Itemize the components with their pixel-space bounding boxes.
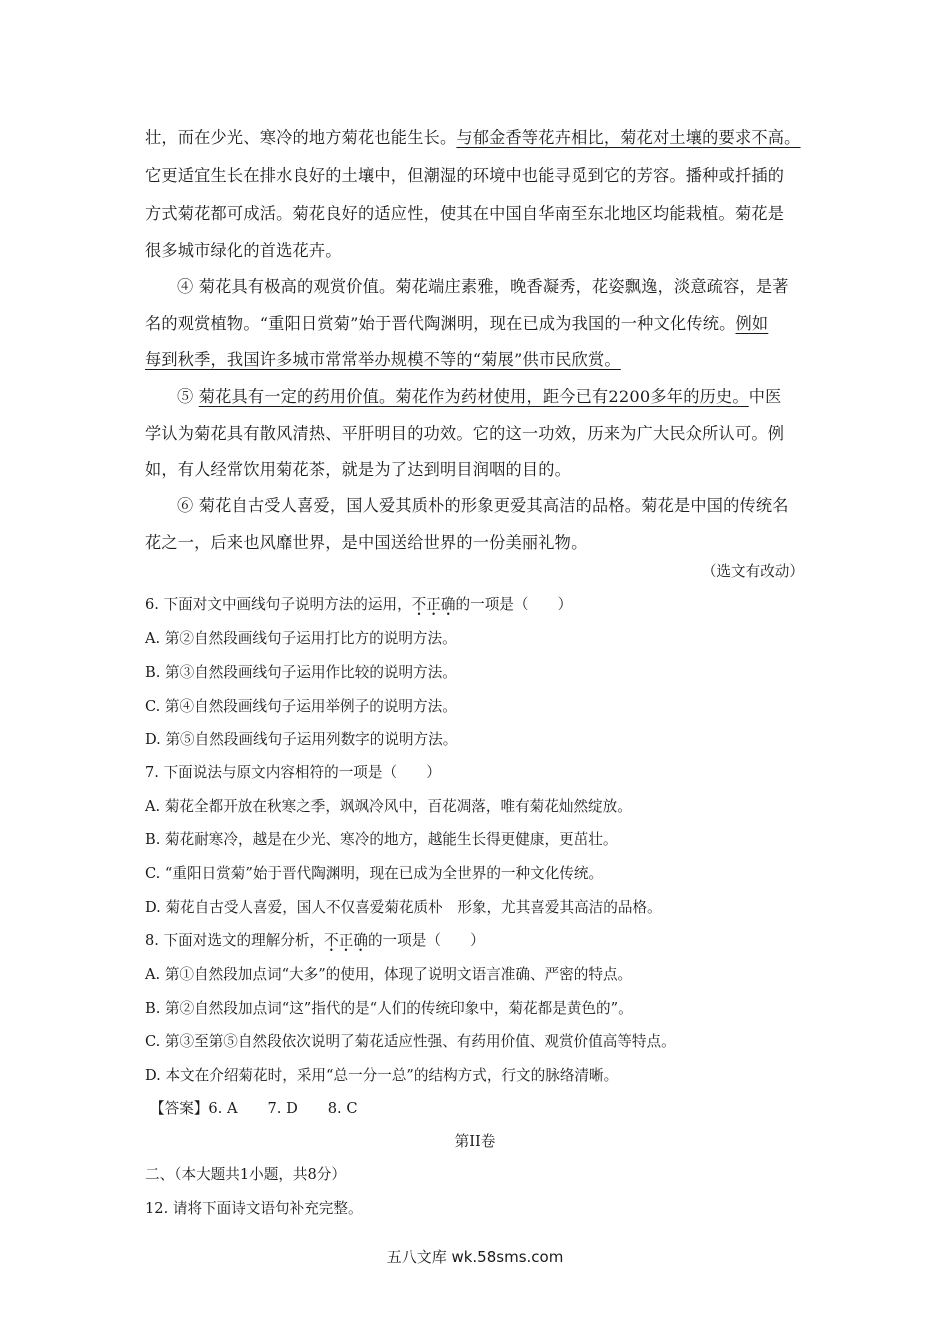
paragraph-6-line-2: 花之一，后来也风靡世界，是中国送给世界的一份美丽礼物。 xyxy=(145,533,588,552)
emphasis-char: 确 xyxy=(353,932,368,949)
emphasis-char: 确 xyxy=(440,596,456,613)
question-6-option-a: A. 第②自然段画线句子运用打比方的说明方法。 xyxy=(145,630,457,647)
emphasis-char: 正 xyxy=(426,596,441,613)
question-7-option-d: D. 菊花自古受人喜爱，国人不仅喜爱菊花质朴 形象，尤其喜爱其高洁的品格。 xyxy=(145,899,662,916)
question-7-stem: 7. 下面说法与原文内容相符的一项是（ ） xyxy=(145,764,441,781)
section-title: 第II卷 xyxy=(454,1133,496,1150)
underlined-sentence: 菊花具有一定的药用价值。菊花作为药材使用，距今已有2200多年的历史。 xyxy=(198,387,749,406)
question-7-option-b: B. 菊花耐寒冷，越是在少光、寒冷的地方，越能生长得更健康，更茁壮。 xyxy=(145,831,618,848)
underlined-sentence: 与郁金香等花卉相比，菊花对土壤的要求不高。 xyxy=(456,128,801,147)
question-7-option-a: A. 菊花全都开放在秋寒之季，飒飒冷风中，百花凋落，唯有菊花灿然绽放。 xyxy=(145,798,632,815)
paragraph-5-line-3: 如，有人经常饮用菊花茶，就是为了达到明目润咽的目的。 xyxy=(145,460,572,479)
answer-line xyxy=(150,1098,358,1120)
answer-label: 【答案】 xyxy=(150,1100,209,1117)
question-6-option-d: D. 第⑤自然段画线句子运用列数字的说明方法。 xyxy=(145,731,458,748)
text-span: 6. 下面对文中画线句子说明方法的运用， xyxy=(145,596,412,613)
paragraph-3-line-1 xyxy=(145,127,801,149)
underlined-sentence: 例如 xyxy=(735,314,769,333)
text-span: 中医 xyxy=(748,387,782,406)
question-7-option-c: C. “重阳日赏菊”始于晋代陶渊明，现在已成为全世界的一种文化传统。 xyxy=(145,865,604,882)
question-8-option-d: D. 本文在介绍菊花时，采用“总一分一总”的结构方式，行文的脉络清晰。 xyxy=(145,1067,619,1084)
question-6-stem xyxy=(145,594,572,616)
question-6-option-b: B. 第③自然段画线句子运用作比较的说明方法。 xyxy=(145,664,457,681)
question-8-stem xyxy=(145,930,485,952)
text-span: 的一项是（ ） xyxy=(367,932,485,949)
answer-7: 7. D xyxy=(267,1100,298,1117)
paragraph-3-line-4: 很多城市绿化的首选花卉。 xyxy=(145,241,342,260)
text-span: ⑤ xyxy=(177,387,199,406)
source-note: （选文有改动） xyxy=(701,563,804,580)
text-span: 的一项是（ ） xyxy=(455,596,573,613)
paragraph-6-line-1: ⑥ 菊花自古受人喜爱，国人爱其质朴的形象更爱其高洁的品格。菊花是中国的传统名 xyxy=(177,496,789,515)
part-2-heading: 二、（本大题共1小题，共8分） xyxy=(145,1166,346,1183)
paragraph-4-line-3: 每到秋季，我国许多城市常常举办规模不等的“菊展”供市民欣赏。 xyxy=(145,350,621,369)
paragraph-5-line-1 xyxy=(177,386,782,408)
paragraph-3-line-3: 方式菊花都可成活。菊花良好的适应性，使其在中国自华南至东北地区均能栽植。菊花是 xyxy=(145,204,785,223)
answer-8: 8. C xyxy=(327,1100,358,1117)
emphasis-char: 不 xyxy=(411,596,427,613)
paragraph-4-line-1: ④ 菊花具有极高的观赏价值。菊花端庄素雅，晚香凝秀，花姿飘逸，淡意疏容，是著 xyxy=(177,277,789,296)
paragraph-5-line-2: 学认为菊花具有散风清热、平肝明目的功效。它的这一功效，历来为广大民众所认可。例 xyxy=(145,424,785,443)
page-footer: 五八文库 wk.58sms.com xyxy=(386,1248,564,1266)
question-8-option-c: C. 第③至第⑤自然段依次说明了菊花适应性强、有药用价值、观赏价值高等特点。 xyxy=(145,1033,676,1050)
text-span: 8. 下面对选文的理解分析， xyxy=(145,932,325,949)
emphasis-char: 不 xyxy=(324,932,339,949)
question-8-option-b: B. 第②自然段加点词“这”指代的是“人们的传统印象中，菊花都是黄色的”。 xyxy=(145,1000,633,1017)
paragraph-3-line-2: 它更适宜生长在排水良好的土壤中，但潮湿的环境中也能寻觅到它的芳容。播种或扦插的 xyxy=(145,166,785,185)
paragraph-4-line-2 xyxy=(145,313,768,335)
text-span: 名的观赏植物。“重阳日赏菊”始于晋代陶渊明，现在已成为我国的一种文化传统。 xyxy=(145,314,736,333)
question-12-stem: 12. 请将下面诗文语句补充完整。 xyxy=(145,1200,363,1217)
emphasis-char: 正 xyxy=(338,932,354,949)
answer-6: 6. A xyxy=(208,1100,238,1117)
question-6-option-c: C. 第④自然段画线句子运用举例子的说明方法。 xyxy=(145,698,457,715)
question-8-option-a: A. 第①自然段加点词“大多”的使用，体现了说明文语言准确、严密的特点。 xyxy=(145,966,633,983)
text-span: 壮，而在少光、寒冷的地方菊花也能生长。 xyxy=(145,128,457,147)
